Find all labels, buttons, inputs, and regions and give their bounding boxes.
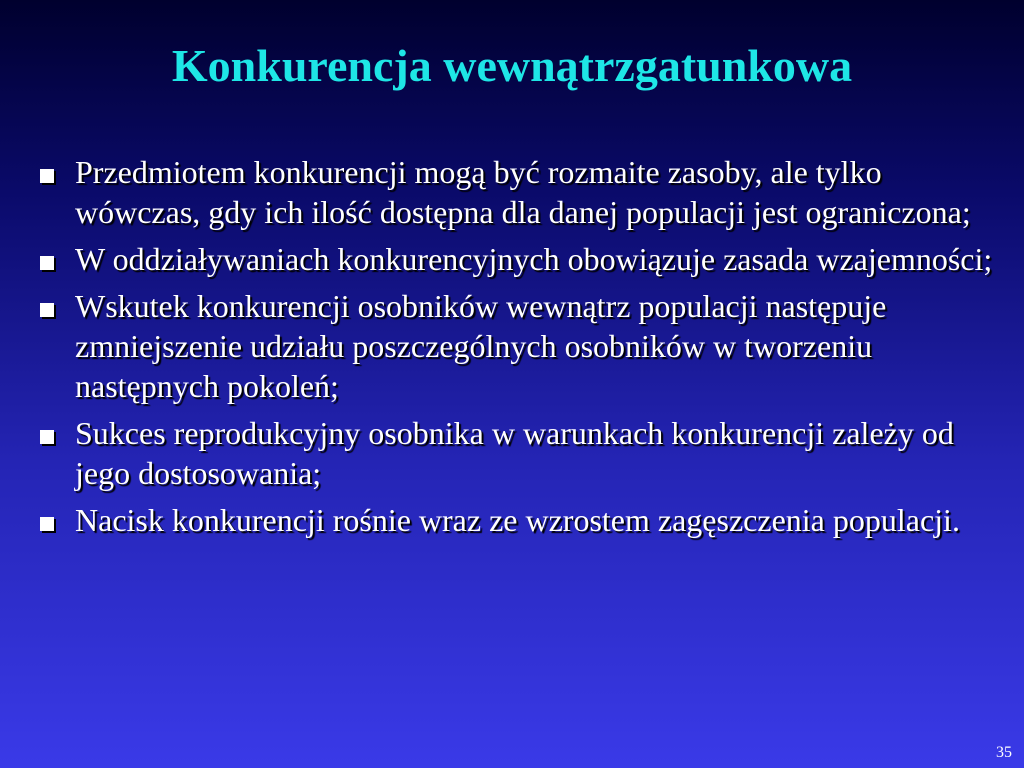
bullet-text: Wskutek konkurencji osobników wewnątrz populacji następuje zmniejszenie udziału poszczególnych osobników w tworzeniu następnych pokoleń; [75,288,887,404]
bullet-item [38,239,998,279]
square-bullet-icon [40,517,54,531]
square-bullet-icon [40,256,54,270]
bullet-text: W oddziaływaniach konkurencyjnych obowiązuje zasada wzajemności; [75,241,993,277]
bullet-item [38,413,998,493]
bullet-list [38,152,998,547]
slide-title: Konkurencja wewnątrzgatunkowa [171,40,853,91]
bullet-text: Sukces reprodukcyjny osobnika w warunkach konkurencji zależy od jego dostosowania; [75,415,954,491]
bullet-item [38,152,998,232]
square-bullet-icon [40,430,54,444]
square-bullet-icon [40,303,54,317]
bullet-item [38,500,998,540]
bullet-text: Nacisk konkurencji rośnie wraz ze wzrostem zagęszczenia populacji. [75,502,960,538]
slide-number: 35 [996,744,1012,761]
square-bullet-icon [40,169,54,183]
bullet-text: Przedmiotem konkurencji mogą być rozmaite zasoby, ale tylko wówczas, gdy ich ilość dostępna dla danej populacji jest ograniczona; [75,154,971,230]
bullet-item [38,286,998,406]
